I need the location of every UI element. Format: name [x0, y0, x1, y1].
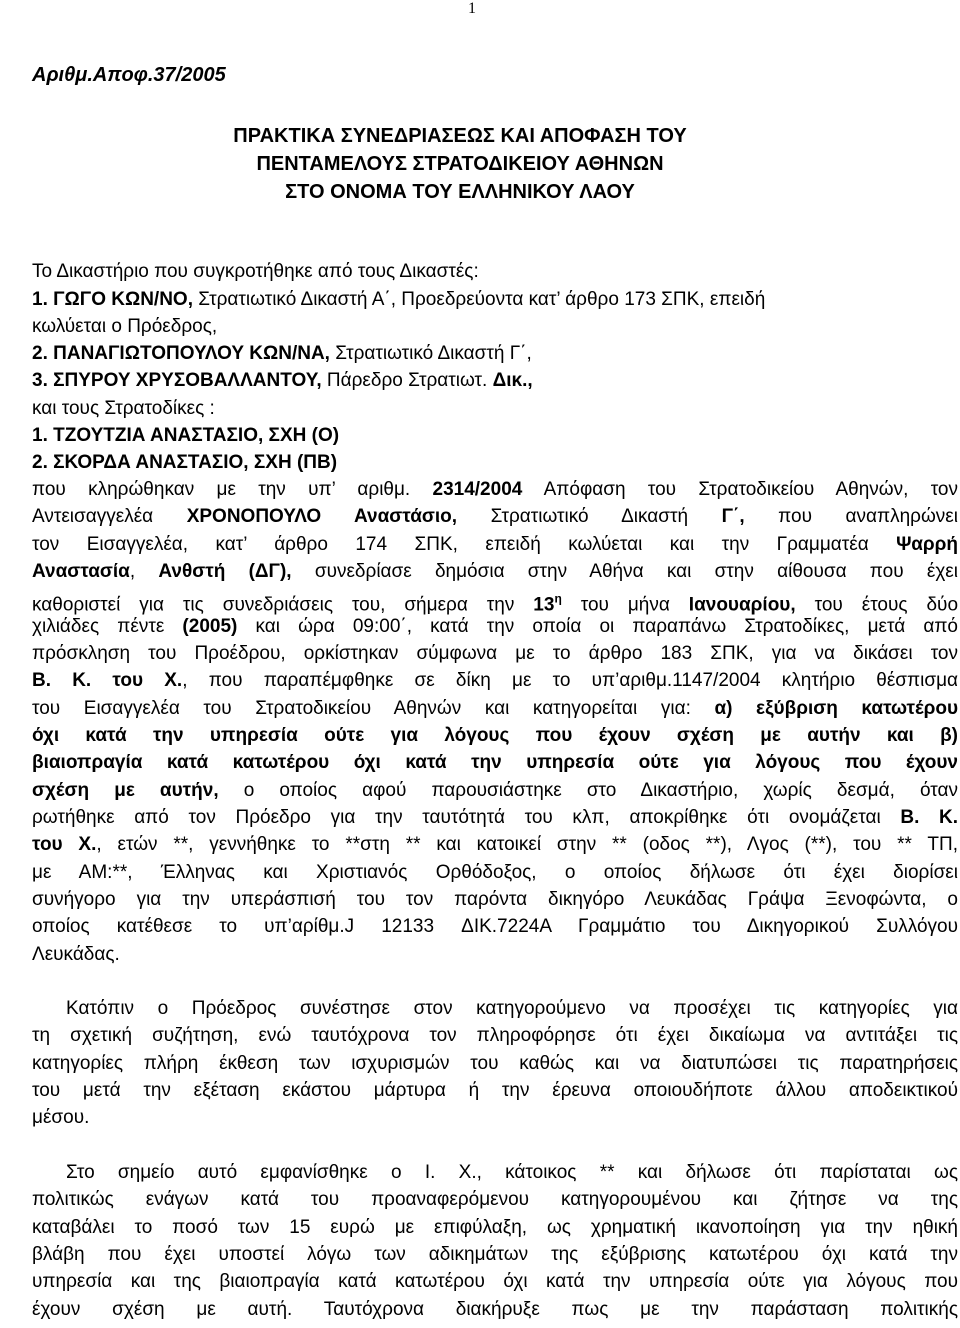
judge-2: 2. ΠΑΝΑΓΙΩΤΟΠΟΥΛΟΥ ΚΩΝ/ΝΑ, Στρατιωτικό Δικαστή Γ΄,	[32, 343, 532, 364]
text-line: όχι κατά την υπηρεσία ούτε για λόγους που έχουν σχέση με αυτήν και β)	[32, 725, 958, 746]
text-line: σχέση με αυτήν, ο οποίος αφού παρουσιάστηκε στο Δικαστήριο, χωρίς δεσμά, όταν	[32, 780, 958, 801]
text-line: καταβάλει το ποσό των 15 ευρώ με επιφύλαξη, ως χρηματική ικανοποίηση για την ηθική	[32, 1217, 958, 1238]
text-line: πολιτικώς ενάγων κατά του προαναφερόμενου κατηγορουμένου και ζήτησε να της	[32, 1189, 958, 1210]
text-line: Αναστασία, Ανθστή (ΔΓ), συνεδρίασε δημόσια στην Αθήνα και στην αίθουσα που έχει	[32, 561, 958, 582]
page-number: 1	[468, 0, 476, 17]
judge-3: 3. ΣΠΥΡΟΥ ΧΡΥΣΟΒΑΛΛΑΝΤΟΥ, Πάρεδρο Στρατιωτ. Δικ.,	[32, 370, 533, 391]
text-line: έχουν σχέση με αυτή. Ταυτόχρονα διακήρυξε πως με την παράσταση πολιτικής	[32, 1299, 958, 1320]
court-intro: Το Δικαστήριο που συγκροτήθηκε από τους Δικαστές:	[32, 261, 479, 282]
text-line: οποίος κατέθεσε το υπ’αρίθμ.J 12133 ΔΙΚ.7224Α Γραμμάτιο του Δικηγορικού Συλλόγου	[32, 916, 958, 937]
text-line: ρωτήθηκε από τον Πρόεδρο για την ταυτότητά του κλπ, αποκρίθηκε ότι ονομάζεται Β. Κ.	[32, 807, 958, 828]
document-title	[0, 122, 960, 206]
text-line: που κληρώθηκαν με την υπ’ αριθμ. 2314/2004 Απόφαση του Στρατοδικείου Αθηνών, τον	[32, 479, 958, 500]
title-line: ΠΕΝΤΑΜΕΛΟΥΣ ΣΤΡΑΤΟΔΙΚΕΙΟΥ ΑΘΗΝΩΝ	[256, 153, 664, 175]
text-line: με ΑΜ:**, Έλληνας και Χριστιανός Ορθόδοξος, ο οποίος δήλωσε ότι έχει διορίσει	[32, 862, 958, 883]
judge-1: 1. ΓΩΓΟ ΚΩΝ/ΝΟ, Στρατιωτικό Δικαστή Α΄, Προεδρεύοντα κατ’ άρθρο 173 ΣΠΚ, επειδή	[32, 289, 766, 310]
judge-1-cont: κωλύεται ο Πρόεδρος,	[32, 316, 218, 337]
text-line: συνήγορο για την υπεράσπισή του τον παρόντα δικηγόρο Λευκάδας Γράψα Ξενοφώντα, ο	[32, 889, 958, 910]
text-line: χιλιάδες πέντε (2005) και ώρα 09:00΄, κατά την οποία οι παραπάνω Στρατοδίκες, μετά από	[32, 616, 958, 637]
text-line: Αντεισαγγελέα ΧΡΟΝΟΠΟΥΛΟ Αναστάσιο, Στρατιωτικό Δικαστή Γ΄, που αναπληρώνει	[32, 506, 958, 527]
text-line: τη σχετική συζήτηση, ενώ ταυτόχρονα τον πληροφόρησε ότι έχει δικαίωμα να αντιτάξει τις	[32, 1025, 958, 1046]
text-line: υπηρεσία και της βιαιοπραγία κατά κατωτέρου όχι κατά την υπηρεσία ούτε για λόγους που	[32, 1271, 958, 1292]
title-line: ΠΡΑΚΤΙΚΑ ΣΥΝΕΔΡΙΑΣΕΩΣ ΚΑΙ ΑΠΟΦΑΣΗ ΤΟΥ	[233, 125, 687, 147]
text-line: Κατόπιν ο Πρόεδρος συνέστησε στον κατηγορούμενο να προσέχει τις κατηγορίες για	[66, 998, 958, 1019]
text-line: καθοριστεί για τις συνεδριάσεις του, σήμερα την $13^\eta$ του μήνα Ιανουαρίου, του έτους δύο	[32, 592, 959, 616]
text-line: Λευκάδας.	[32, 944, 120, 965]
text-line: Στο σημείο αυτό εμφανίσθηκε ο Ι. Χ., κάτοικος ** και δήλωσε ότι παρίσταται ως	[66, 1162, 958, 1183]
text-line: βιαιοπραγία κατά κατωτέρου όχι κατά την υπηρεσία ούτε για λόγους που έχουν	[32, 752, 958, 773]
decision-reference: Αριθμ.Αποφ.37/2005	[32, 64, 226, 86]
text-line: μέσου.	[32, 1107, 90, 1128]
text-line: του Χ., ετών **, γεννήθηκε το **στη ** και κατοικεί στην ** (οδος **), Λγος (**), του ** ΤΠ,	[32, 834, 958, 855]
text-line: κατηγορίες πλήρη έκθεση των ισχυρισμών του καθώς και να διατυπώσει τις παρατηρήσεις	[32, 1053, 958, 1074]
text-line: Β. Κ. του Χ., που παραπέμφθηκε σε δίκη με το υπ’αριθμ.1147/2004 κλητήριο θέσπισμα	[32, 670, 958, 691]
military-judges-intro: και τους Στρατοδίκες :	[32, 398, 215, 419]
text-line: του μετά την εξέταση εκάστου μάρτυρα ή την έρευνα οποιουδήποτε άλλου αποδεικτικού	[32, 1080, 958, 1101]
text-line: πρόσκληση του Προέδρου, ορκίστηκαν σύμφωνα με το άρθρο 183 ΣΠΚ, για να δικάσει τον	[32, 643, 958, 664]
military-judge-1: 1. ΤΖΟΥΤΖΙΑ ΑΝΑΣΤΑΣΙΟ, ΣΧΗ (Ο)	[32, 425, 340, 446]
title-line: ΣΤΟ ΟΝΟΜΑ ΤΟΥ ΕΛΛΗΝΙΚΟΥ ΛΑΟΥ	[285, 181, 635, 203]
military-judge-2: 2. ΣΚΟΡΔΑ ΑΝΑΣΤΑΣΙΟ, ΣΧΗ (ΠΒ)	[32, 452, 338, 473]
text-line: βλάβη που έχει υποστεί λόγω των αδικημάτων της εξύβρισης κατωτέρου όχι κατά την	[32, 1244, 958, 1265]
text-line: τον Εισαγγελέα, κατ’ άρθρο 174 ΣΠΚ, επειδή κωλύεται και την Γραμματέα Ψαρρή	[32, 534, 958, 555]
text-line: του Εισαγγελέα του Στρατοδικείου Αθηνών και κατηγορείται για: α) εξύβριση κατωτέρου	[32, 698, 959, 719]
